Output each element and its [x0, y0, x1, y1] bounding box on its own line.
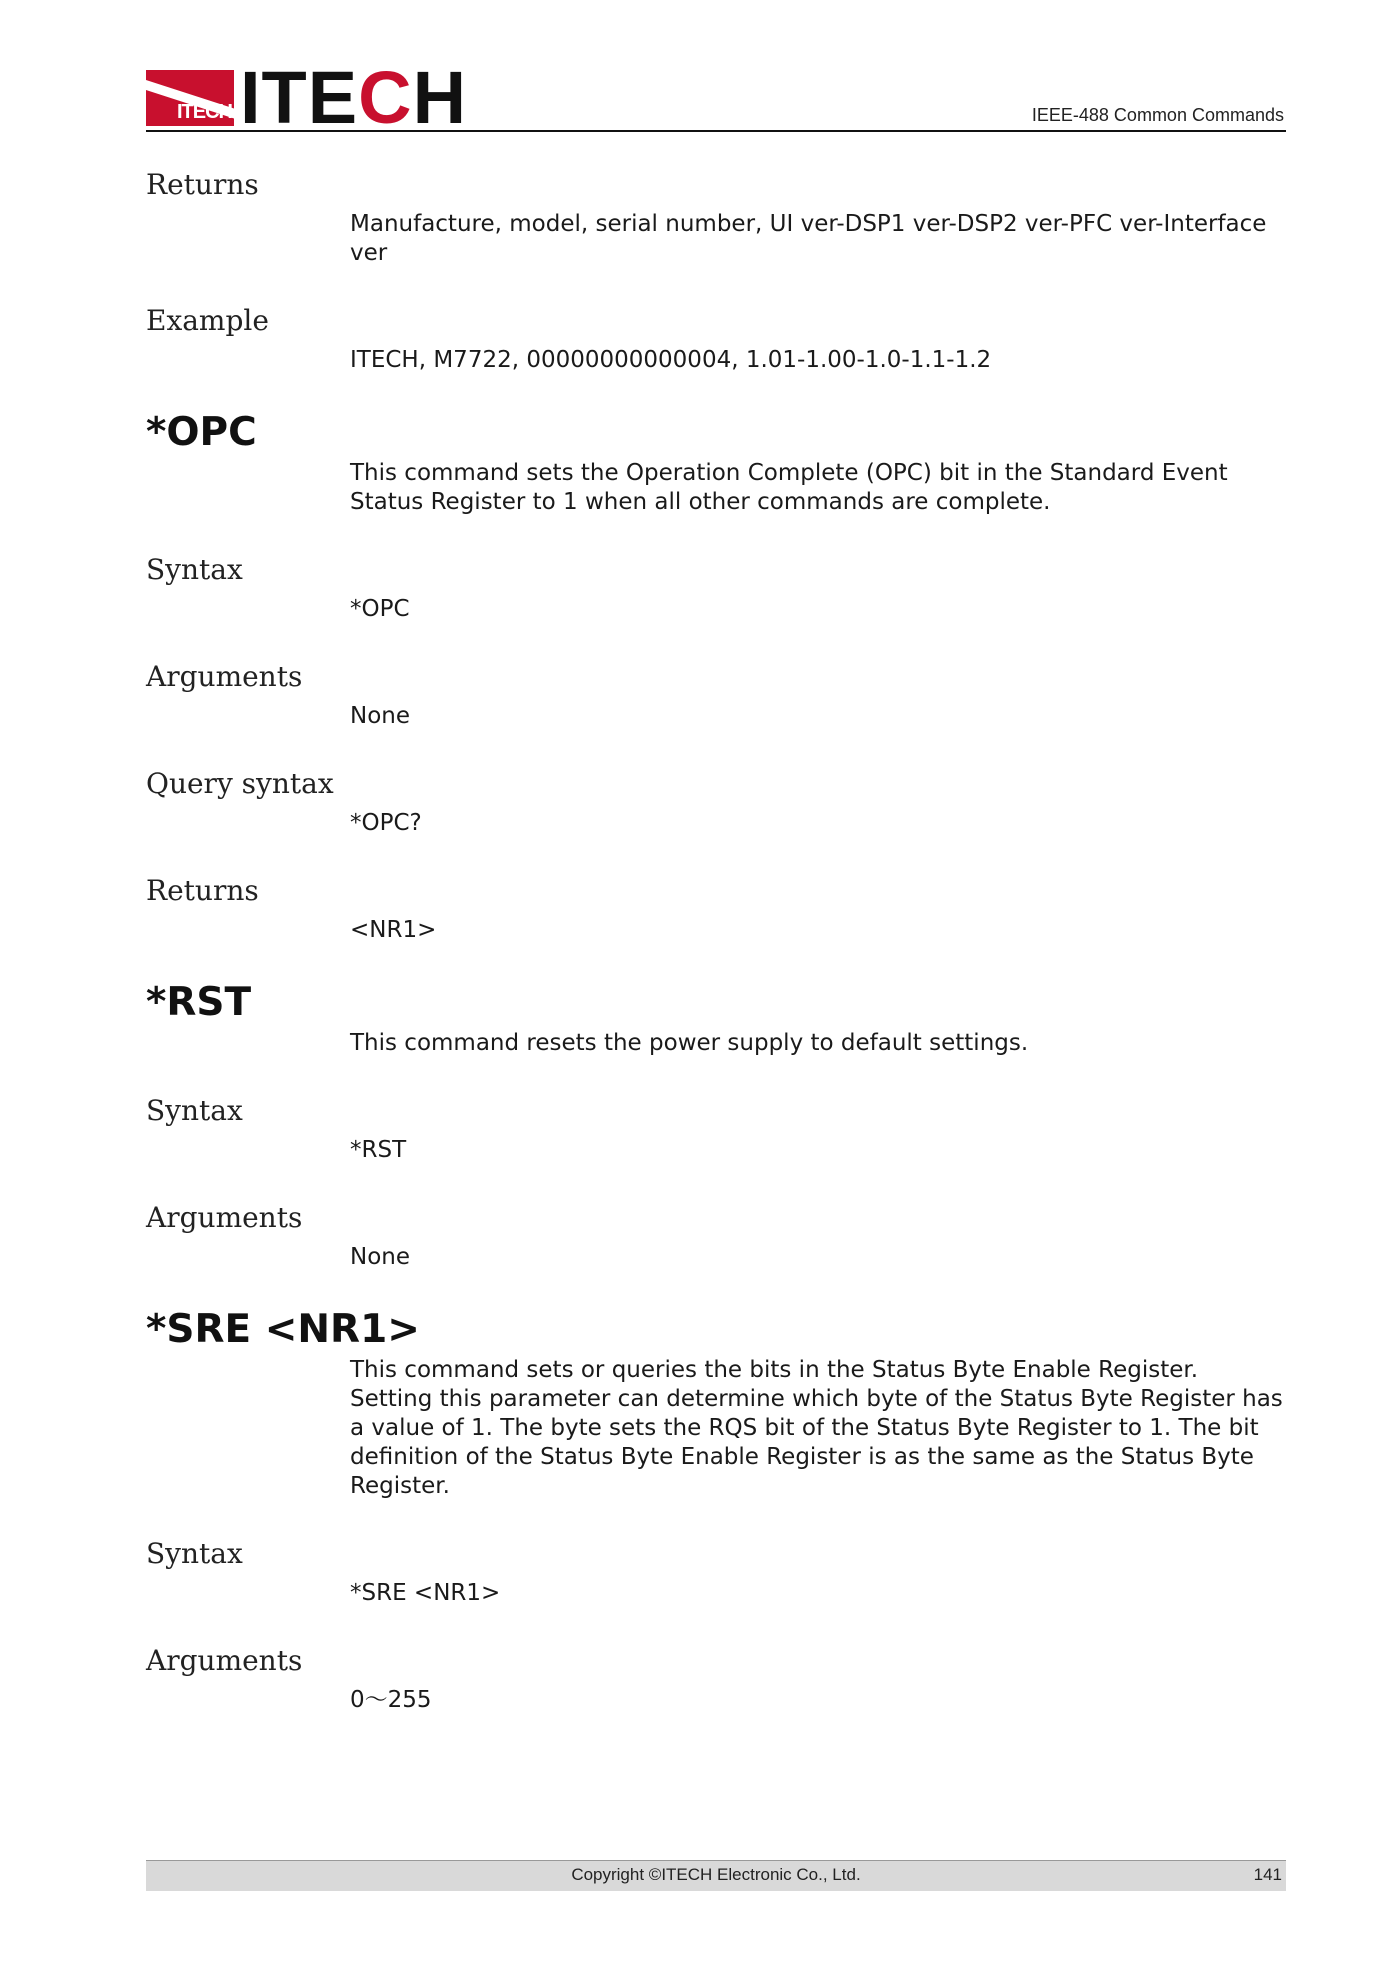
logo-wordmark: ITECH — [240, 56, 468, 139]
page-content — [146, 168, 1286, 1751]
section-label: Arguments — [146, 1644, 303, 1677]
section-text: <NR1> — [350, 917, 437, 943]
opc-syntax-section — [146, 553, 1286, 624]
section-text: 0～255 — [350, 1687, 432, 1713]
section-label: Syntax — [146, 553, 243, 586]
section-text: None — [350, 1244, 411, 1270]
logo-small-text: ITECH — [177, 101, 232, 123]
rst-command — [146, 981, 1286, 1058]
opc-command — [146, 411, 1286, 517]
command-description: This command sets or queries the bits in the Status Byte Enable Register. Setting this parameter can determine which byte of the Status Byte Register has a value of 1. The byte sets the RQS bit of the Status Byte Register to 1. The bit definition of the Status Byte Enable Register is as the same as the Status Byte Register. — [350, 1357, 1283, 1499]
section-label: Returns — [146, 168, 259, 201]
logo-flag-icon — [146, 70, 234, 126]
section-label: Syntax — [146, 1094, 243, 1127]
copyright-text: Copyright ©ITECH Electronic Co., Ltd. — [571, 1865, 861, 1884]
rst-arguments-section — [146, 1201, 1286, 1272]
sre-command — [146, 1308, 1286, 1501]
command-title: *SRE <NR1> — [146, 1307, 420, 1352]
itech-logo — [146, 56, 468, 139]
section-label: Arguments — [146, 660, 303, 693]
rst-syntax-section — [146, 1094, 1286, 1165]
section-label: Arguments — [146, 1201, 303, 1234]
section-text: *SRE <NR1> — [350, 1580, 501, 1606]
example-section — [146, 304, 1286, 375]
section-text: *OPC — [350, 596, 410, 622]
section-label: Example — [146, 304, 269, 337]
command-title: *OPC — [146, 410, 257, 455]
page-footer — [146, 1860, 1286, 1891]
opc-arguments-section — [146, 660, 1286, 731]
opc-query-section — [146, 767, 1286, 838]
sre-arguments-section — [146, 1644, 1286, 1715]
command-description: This command sets the Operation Complete (OPC) bit in the Standard Event Status Register to 1 when all other commands are complete. — [350, 460, 1228, 515]
section-text: None — [350, 703, 411, 729]
command-description: This command resets the power supply to default settings. — [350, 1030, 1029, 1056]
section-label: Syntax — [146, 1537, 243, 1570]
header-title: IEEE-488 Common Commands — [1031, 105, 1284, 125]
page-number: 141 — [1253, 1865, 1282, 1884]
section-label: Returns — [146, 874, 259, 907]
command-title: *RST — [146, 980, 252, 1025]
section-text: Manufacture, model, serial number, UI ver-DSP1 ver-DSP2 ver-PFC ver-Interface ver — [350, 211, 1267, 266]
returns-section — [146, 168, 1286, 268]
section-label: Query syntax — [146, 767, 334, 800]
section-text: ITECH, M7722, 00000000000004, 1.01-1.00-1.0-1.1-1.2 — [350, 347, 992, 373]
sre-syntax-section — [146, 1537, 1286, 1608]
section-text: *OPC? — [350, 810, 422, 836]
opc-returns-section — [146, 874, 1286, 945]
section-text: *RST — [350, 1137, 407, 1163]
page-header — [146, 56, 1286, 139]
